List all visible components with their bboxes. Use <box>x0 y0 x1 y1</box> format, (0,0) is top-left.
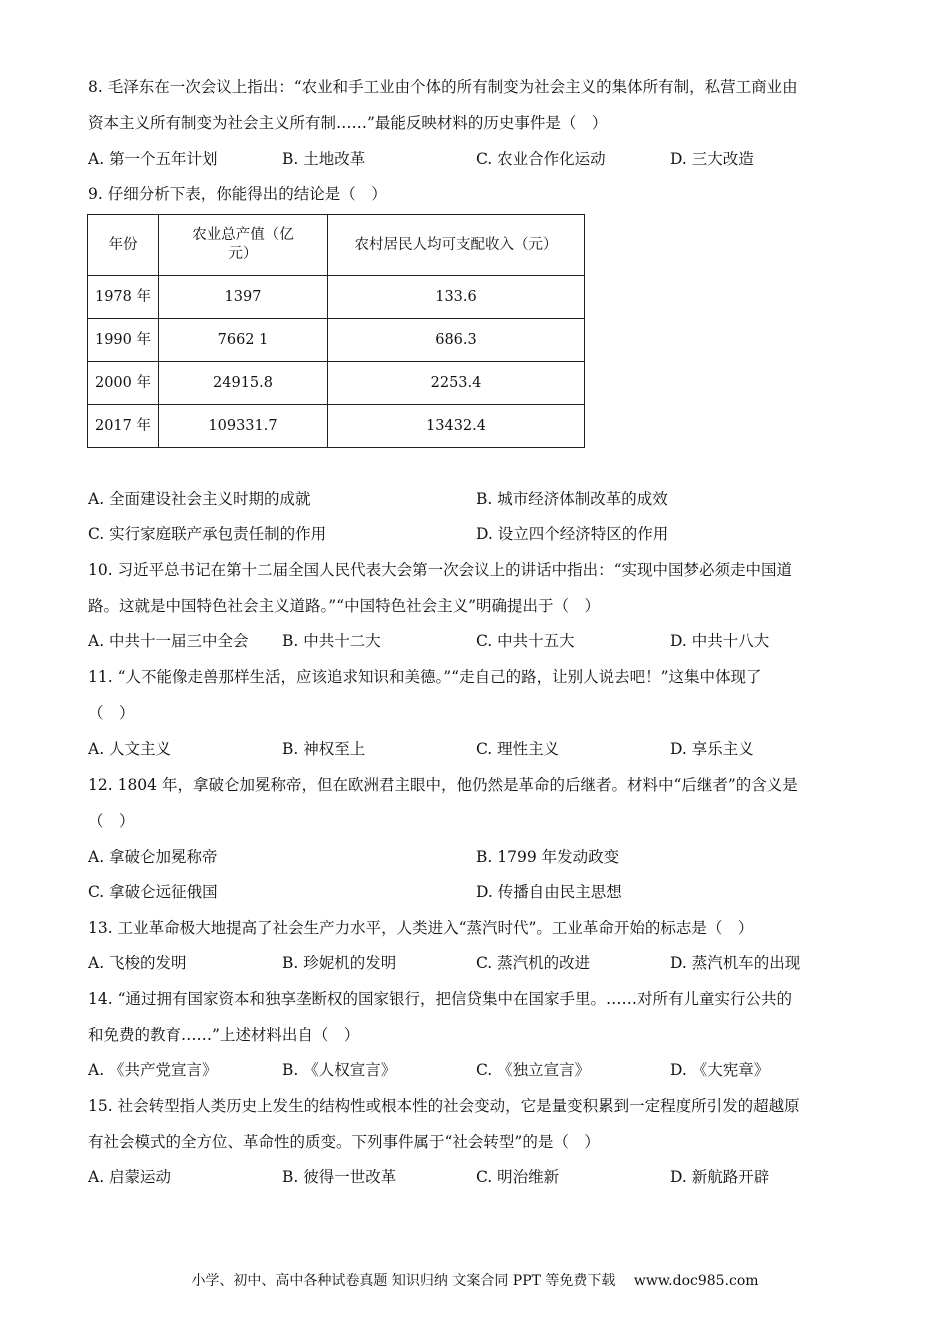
q10-option-b: B. 中共十二大 <box>282 632 381 650</box>
q9-option-a: A. 全面建设社会主义时期的成就 <box>88 490 311 508</box>
q14-option-d: D. 《大宪章》 <box>670 1061 770 1079</box>
cell-rural-income: 686.3 <box>328 319 585 362</box>
q12-options-row1 <box>88 847 868 867</box>
q10-stem-line2: 路。这就是中国特色社会主义道路。”“中国特色社会主义”明确提出于（ ） <box>88 597 601 615</box>
q13-stem: 13. 工业革命极大地提高了社会生产力水平，人类进入“蒸汽时代”。工业革命开始的标志是（ ） <box>88 919 754 937</box>
q9-option-c: C. 实行家庭联产承包责任制的作用 <box>88 525 327 543</box>
q8-stem-line2: 资本主义所有制变为社会主义所有制……”最能反映材料的历史事件是（ ） <box>88 114 608 132</box>
cell-agri-output: 109331.7 <box>159 405 328 448</box>
q10-stem-line1: 10. 习近平总书记在第十二届全国人民代表大会第一次会议上的讲话中指出：“实现中国梦必须走中国道 <box>88 561 793 579</box>
page-footer: 小学、初中、高中各种试卷真题 知识归纳 文案合同 PPT 等免费下载 www.doc985.com <box>191 1273 759 1289</box>
q11-options <box>88 739 868 759</box>
cell-agri-output: 7662 1 <box>159 319 328 362</box>
cell-year: 1978 年 <box>88 276 159 319</box>
q14-stem-line1: 14. “通过拥有国家资本和独享垄断权的国家银行，把信贷集中在国家手里。……对所有儿童实行公共的 <box>88 990 793 1008</box>
q12-option-a: A. 拿破仑加冕称帝 <box>88 848 218 866</box>
q14-option-b: B. 《人权宣言》 <box>282 1061 397 1079</box>
cell-year: 2017 年 <box>88 405 159 448</box>
q12-option-b: B. 1799 年发动政变 <box>476 848 620 866</box>
cell-agri-output: 1397 <box>159 276 328 319</box>
q15-stem-line1: 15. 社会转型指人类历史上发生的结构性或根本性的社会变动，它是量变积累到一定程度所引发的超越原 <box>88 1097 800 1115</box>
q13-options <box>88 953 868 973</box>
q10-option-a: A. 中共十一届三中全会 <box>88 632 249 650</box>
header-agri-output-text: 农业总产值（亿元） <box>192 227 294 262</box>
table-header-row <box>88 215 585 276</box>
q11-stem-line2: （ ） <box>88 704 135 722</box>
q9-stem: 9. 仔细分析下表，你能得出的结论是（ ） <box>88 185 387 203</box>
q12-options-row2 <box>88 882 868 902</box>
q8-option-d: D. 三大改造 <box>670 150 754 168</box>
q12-option-d: D. 传播自由民主思想 <box>476 883 622 901</box>
table-row <box>88 405 585 448</box>
q14-option-c: C. 《独立宣言》 <box>476 1061 591 1079</box>
cell-rural-income: 2253.4 <box>328 362 585 405</box>
q11-option-c: C. 理性主义 <box>476 740 560 758</box>
q9-options-row2 <box>88 524 868 544</box>
q13-option-a: A. 飞梭的发明 <box>88 954 187 972</box>
q8-options <box>88 149 868 169</box>
q12-stem-line2: （ ） <box>88 812 135 830</box>
q8-stem-line1: 8. 毛泽东在一次会议上指出：“农业和手工业由个体的所有制变为社会主义的集体所有制，私营工商业由 <box>88 78 798 96</box>
q8-option-b: B. 土地改革 <box>282 150 366 168</box>
q10-options <box>88 631 868 651</box>
q11-stem-line1: 11. “人不能像走兽那样生活，应该追求知识和美德。”“走自己的路，让别人说去吧！”这集中体现了 <box>88 668 762 686</box>
q9-options-row1 <box>88 489 868 509</box>
q14-options <box>88 1060 868 1080</box>
q8-option-a: A. 第一个五年计划 <box>88 150 218 168</box>
q12-stem-line1: 12. 1804 年，拿破仑加冕称帝，但在欧洲君主眼中，他仍然是革命的后继者。材料中“后继者”的含义是 <box>88 776 798 794</box>
cell-rural-income: 13432.4 <box>328 405 585 448</box>
header-rural-income: 农村居民人均可支配收入（元） <box>328 215 585 276</box>
table-row <box>88 362 585 405</box>
q13-option-c: C. 蒸汽机的改进 <box>476 954 591 972</box>
q14-option-a: A. 《共产党宣言》 <box>88 1061 218 1079</box>
q15-option-a: A. 启蒙运动 <box>88 1168 172 1186</box>
table-row <box>88 276 585 319</box>
q15-options <box>88 1167 868 1187</box>
q8-option-c: C. 农业合作化运动 <box>476 150 606 168</box>
q11-option-a: A. 人文主义 <box>88 740 172 758</box>
q11-option-b: B. 神权至上 <box>282 740 366 758</box>
q15-option-c: C. 明治维新 <box>476 1168 560 1186</box>
q9-option-d: D. 设立四个经济特区的作用 <box>476 525 669 543</box>
q9-option-b: B. 城市经济体制改革的成效 <box>476 490 668 508</box>
q13-option-b: B. 珍妮机的发明 <box>282 954 397 972</box>
header-year: 年份 <box>88 215 159 276</box>
q14-stem-line2: 和免费的教育……”上述材料出自（ ） <box>88 1026 360 1044</box>
q9-data-table <box>87 214 585 448</box>
q15-option-b: B. 彼得一世改革 <box>282 1168 397 1186</box>
header-agri-output <box>159 215 328 276</box>
q13-option-d: D. 蒸汽机车的出现 <box>670 954 801 972</box>
q10-option-d: D. 中共十八大 <box>670 632 770 650</box>
cell-year: 2000 年 <box>88 362 159 405</box>
cell-agri-output: 24915.8 <box>159 362 328 405</box>
q15-stem-line2: 有社会模式的全方位、革命性的质变。下列事件属于“社会转型”的是（ ） <box>88 1133 600 1151</box>
q12-option-c: C. 拿破仑远征俄国 <box>88 883 218 901</box>
cell-year: 1990 年 <box>88 319 159 362</box>
q11-option-d: D. 享乐主义 <box>670 740 754 758</box>
table-row <box>88 319 585 362</box>
cell-rural-income: 133.6 <box>328 276 585 319</box>
q10-option-c: C. 中共十五大 <box>476 632 575 650</box>
q15-option-d: D. 新航路开辟 <box>670 1168 770 1186</box>
